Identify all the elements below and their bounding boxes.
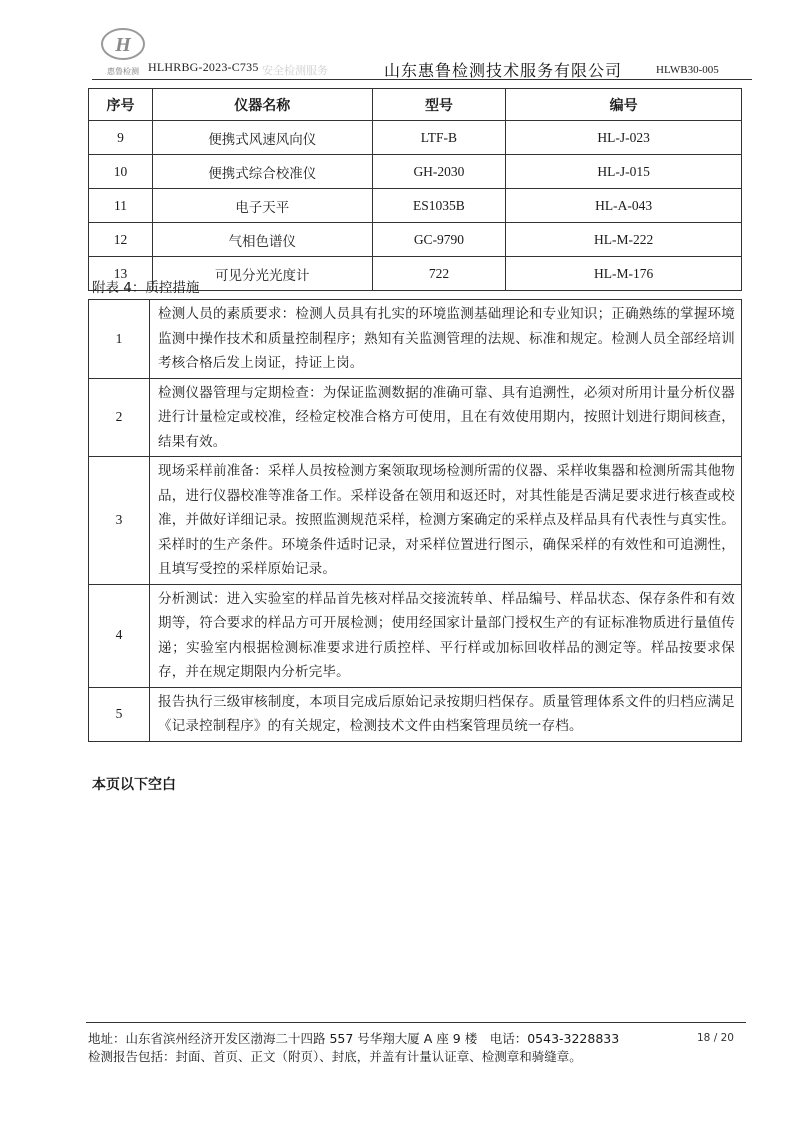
- col-header-name: 仪器名称: [152, 89, 372, 121]
- cell-no: 11: [89, 189, 153, 223]
- cell-model: GC-9790: [372, 223, 506, 257]
- report-number: HLHRBG-2023-C735: [148, 60, 259, 74]
- equipment-table: [88, 88, 742, 291]
- cell-no: 10: [89, 155, 153, 189]
- cell-code: HL-A-043: [506, 189, 742, 223]
- cell-name: 可见分光光度计: [152, 257, 372, 291]
- qc-item-text: 现场采样前准备：采样人员按检测方案领取现场检测所需的仪器、采样收集器和检测所需其他物品，进行仪器校准等准备工作。采样设备在领用和返还时，对其性能是否满足要求进行核查或校准，并做好详细记录。按照监测规范采样，检测方案确定的采样点及样品具有代表性与真实性。采样时的生产条件。环境条件适时记录，对采样位置进行图示，确保采样的有效性和可追溯性，且填写受控的采样原始记录。: [150, 457, 742, 585]
- col-header-code: 编号: [506, 89, 742, 121]
- qc-item-text: 分析测试：进入实验室的样品首先核对样品交接流转单、样品编号、样品状态、保存条件和有效期等，符合要求的样品方可开展检测；使用经国家计量部门授权生产的有证标准物质进行量值传递；实验室内根据检测标准要求进行质控样、平行样或加标回收样品的测定等。样品按要求保存，并在规定期限内分析完毕。: [150, 584, 742, 687]
- cell-no: 12: [89, 223, 153, 257]
- form-code: HLWB30-005: [656, 64, 719, 76]
- equipment-header-row: [89, 89, 742, 121]
- cell-name: 便携式风速风向仪: [152, 121, 372, 155]
- footer-rule: [86, 1022, 746, 1023]
- col-header-no: 序号: [89, 89, 153, 121]
- qc-item-number: 3: [89, 457, 150, 585]
- qc-item-number: 4: [89, 584, 150, 687]
- cell-code: HL-J-023: [506, 121, 742, 155]
- cell-model: ES1035B: [372, 189, 506, 223]
- qc-item-number: 2: [89, 378, 150, 457]
- table-row: [89, 584, 742, 687]
- cell-name: 气相色谱仪: [152, 223, 372, 257]
- table-row: [89, 457, 742, 585]
- svg-text:H: H: [115, 34, 131, 56]
- table-row: [89, 121, 742, 155]
- company-logo: [100, 22, 146, 68]
- table-row: [89, 189, 742, 223]
- qc-table-caption: 附表 4：质控措施: [92, 280, 200, 296]
- cell-name: 便携式综合校准仪: [152, 155, 372, 189]
- qc-item-text: 检测仪器管理与定期检查：为保证监测数据的准确可靠、具有追溯性，必须对所用计量分析仪器进行计量检定或校准，经检定校准合格方可使用，且在有效使用期内，按照计划进行期间核查，结果有效。: [150, 378, 742, 457]
- cell-no: 13: [89, 257, 153, 291]
- table-row: [89, 687, 742, 741]
- blank-page-note: 本页以下空白: [92, 777, 176, 793]
- company-name: 山东惠鲁检测技术服务有限公司: [384, 61, 623, 80]
- cell-no: 9: [89, 121, 153, 155]
- page-number: 18 / 20: [697, 1032, 734, 1044]
- qc-item-text: 报告执行三级审核制度，本项目完成后原始记录按期归档保存。质量管理体系文件的归档应满足《记录控制程序》的有关规定，检测技术文件由档案管理员统一存档。: [150, 687, 742, 741]
- table-row: [89, 300, 742, 379]
- logo-text: 惠鲁检测: [107, 67, 139, 76]
- table-row: [89, 155, 742, 189]
- faded-header-text: 安全检测服务: [262, 64, 328, 77]
- cell-model: 722: [372, 257, 506, 291]
- footer-address: 地址：山东省滨州经济开发区渤海二十四路 557 号华翔大厦 A 座 9 楼 电话：0543-3228833: [88, 1031, 620, 1046]
- col-header-model: 型号: [372, 89, 506, 121]
- cell-model: GH-2030: [372, 155, 506, 189]
- table-row: [89, 378, 742, 457]
- cell-code: HL-M-222: [506, 223, 742, 257]
- cell-code: HL-J-015: [506, 155, 742, 189]
- qc-item-number: 5: [89, 687, 150, 741]
- footer-report-contents: 检测报告包括：封面、首页、正文（附页）、封底，并盖有计量认证章、检测章和骑缝章。: [88, 1049, 582, 1064]
- table-row: [89, 223, 742, 257]
- cell-code: HL-M-176: [506, 257, 742, 291]
- header-rule: [92, 79, 752, 80]
- cell-name: 电子天平: [152, 189, 372, 223]
- qc-item-text: 检测人员的素质要求：检测人员具有扎实的环境监测基础理论和专业知识；正确熟练的掌握环境监测中操作技术和质量控制程序；熟知有关监测管理的法规、标准和规定。检测人员全部经培训考核合格后发上岗证，持证上岗。: [150, 300, 742, 379]
- qc-measures-table: [88, 299, 742, 742]
- cell-model: LTF-B: [372, 121, 506, 155]
- qc-item-number: 1: [89, 300, 150, 379]
